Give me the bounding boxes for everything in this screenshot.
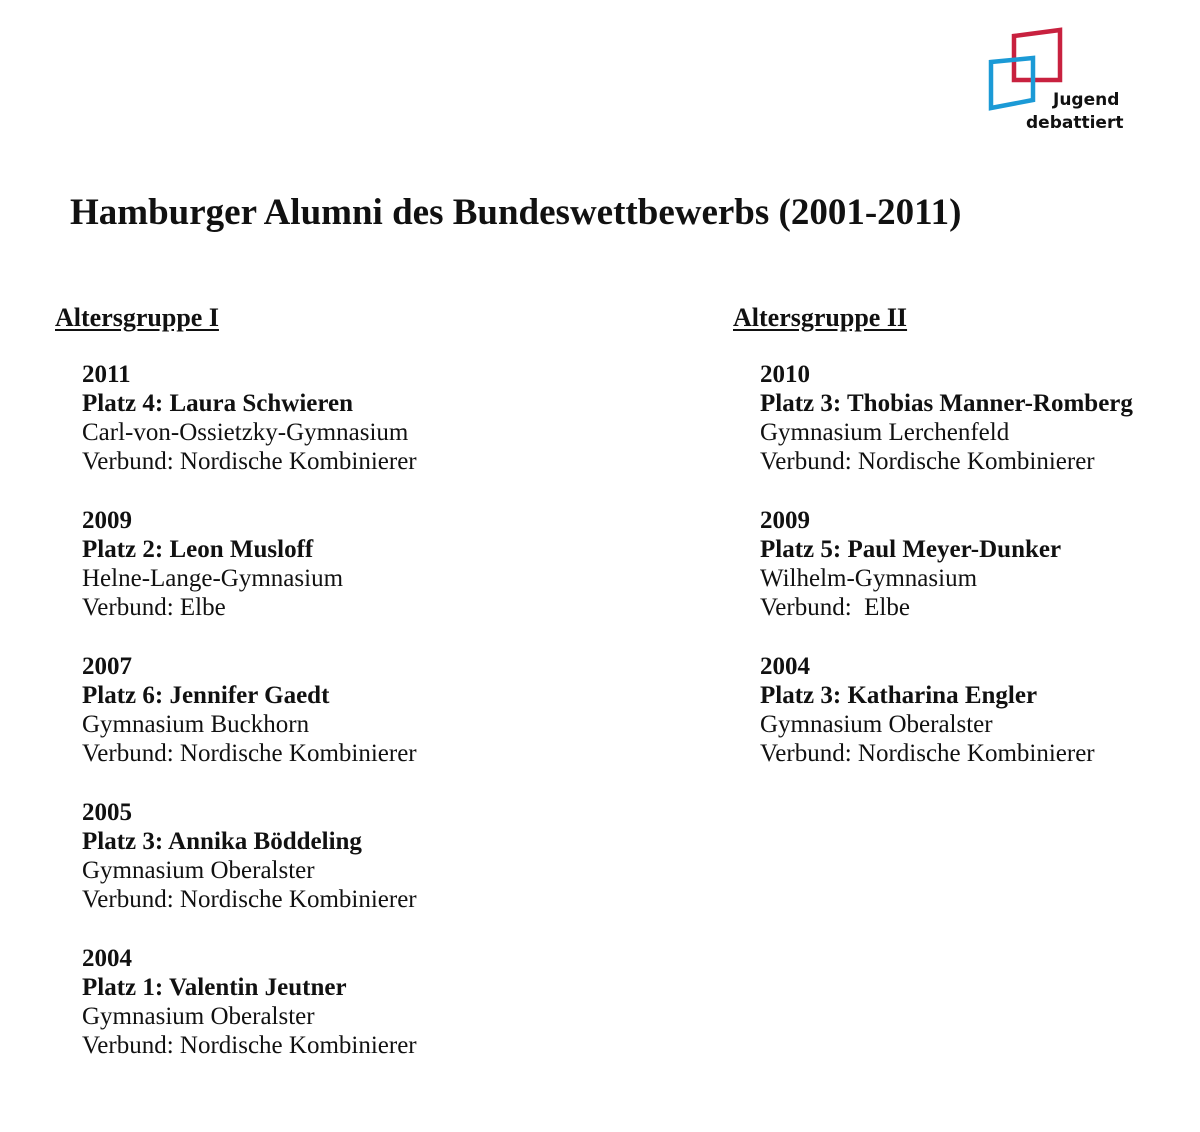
alumni-entry: [82, 798, 417, 914]
entry-school: Gymnasium Lerchenfeld: [760, 419, 1010, 446]
entry-network: Verbund: Nordische Kombinierer: [760, 740, 1095, 767]
entry-school: Wilhelm-Gymnasium: [760, 565, 978, 592]
entry-network: Verbund: Elbe: [760, 594, 910, 621]
column-altersgruppe-1: [55, 300, 417, 1090]
entry-year: 2004: [82, 945, 132, 972]
entry-network: Verbund: Nordische Kombinierer: [82, 448, 417, 475]
entry-year: 2010: [760, 361, 810, 388]
page-title: Hamburger Alumni des Bundeswettbewerbs (2001-2011): [70, 192, 962, 233]
alumni-entry: [760, 506, 1133, 622]
entry-network: Verbund: Nordische Kombinierer: [82, 886, 417, 913]
entry-year: 2011: [82, 361, 131, 388]
group-heading: Altersgruppe I: [55, 303, 219, 332]
entry-placement: Platz 3: Thobias Manner-Romberg: [760, 390, 1133, 417]
entry-school: Gymnasium Oberalster: [760, 711, 993, 738]
entry-year: 2009: [82, 507, 132, 534]
logo-text-line1: Jugend: [1053, 90, 1120, 110]
alumni-entry: [760, 360, 1133, 476]
logo-squares-icon: [984, 26, 1064, 116]
alumni-entry: [82, 506, 417, 622]
alumni-entry: [760, 652, 1133, 768]
entry-network: Verbund: Elbe: [82, 594, 226, 621]
entry-list: [760, 360, 1133, 768]
entry-list: [82, 360, 417, 1060]
alumni-entry: [82, 652, 417, 768]
entry-year: 2009: [760, 507, 810, 534]
entry-placement: Platz 3: Annika Böddeling: [82, 828, 362, 855]
jugend-debattiert-logo: [984, 26, 1134, 138]
logo-text-line2: debattiert: [1026, 113, 1124, 133]
entry-school: Carl-von-Ossietzky-Gymnasium: [82, 419, 409, 446]
entry-network: Verbund: Nordische Kombinierer: [760, 448, 1095, 475]
entry-placement: Platz 3: Katharina Engler: [760, 682, 1038, 709]
entry-placement: Platz 2: Leon Musloff: [82, 536, 314, 563]
entry-year: 2004: [760, 653, 810, 680]
alumni-entry: [82, 360, 417, 476]
entry-year: 2005: [82, 799, 132, 826]
entry-placement: Platz 6: Jennifer Gaedt: [82, 682, 330, 709]
entry-network: Verbund: Nordische Kombinierer: [82, 1032, 417, 1059]
entry-placement: Platz 5: Paul Meyer-Dunker: [760, 536, 1062, 563]
group-heading: Altersgruppe II: [733, 303, 908, 332]
entry-school: Gymnasium Oberalster: [82, 857, 315, 884]
entry-placement: Platz 4: Laura Schwieren: [82, 390, 354, 417]
entry-placement: Platz 1: Valentin Jeutner: [82, 974, 347, 1001]
entry-school: Helne-Lange-Gymnasium: [82, 565, 344, 592]
entry-school: Gymnasium Buckhorn: [82, 711, 310, 738]
alumni-entry: [82, 944, 417, 1060]
column-altersgruppe-2: [733, 300, 1133, 798]
entry-network: Verbund: Nordische Kombinierer: [82, 740, 417, 767]
entry-school: Gymnasium Oberalster: [82, 1003, 315, 1030]
entry-year: 2007: [82, 653, 132, 680]
